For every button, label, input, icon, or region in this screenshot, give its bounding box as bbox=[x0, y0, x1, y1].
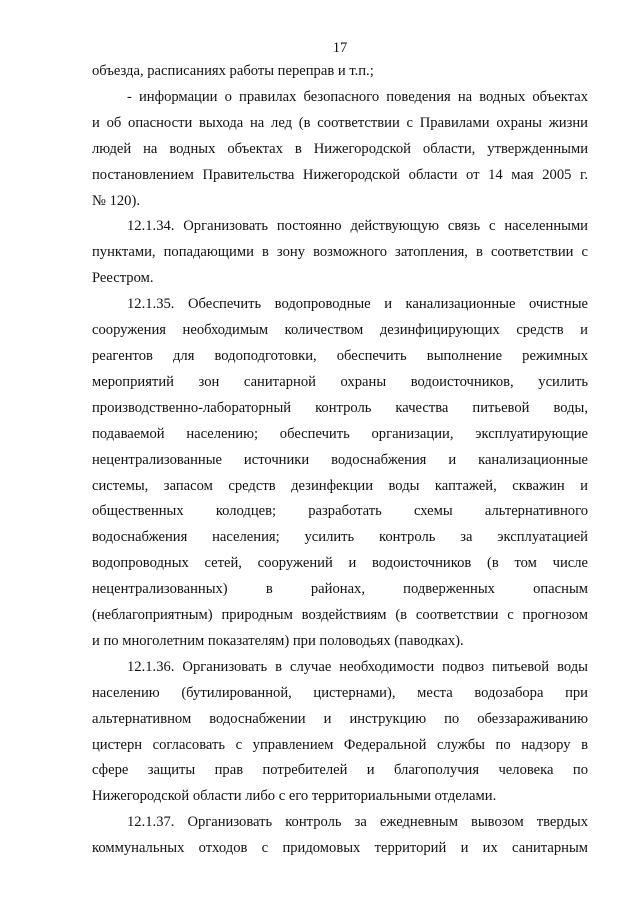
text-line: Нижегородской области либо с его территориальными отделами. bbox=[92, 788, 497, 805]
text-line: цистерн согласовать с управлением Федеральной службы по надзору в bbox=[92, 736, 588, 753]
text-line: населению (бутилированной, цистернами), места водозабора при bbox=[92, 684, 588, 701]
text-line: нецентрализованные источники водоснабжения и канализационные bbox=[92, 451, 588, 468]
text-line: производственно-лабораторный контроль качества питьевой воды, bbox=[92, 399, 588, 416]
text-line: реагентов для водоподготовки, обеспечить выполнение режимных bbox=[92, 347, 588, 364]
text-line: 12.1.36. Организовать в случае необходимости подвоз питьевой воды bbox=[127, 658, 588, 675]
text-line: Реестром. bbox=[92, 270, 154, 287]
text-line: постановлением Правительства Нижегородской области от 14 мая 2005 г. bbox=[92, 166, 588, 183]
text-line: нецентрализованных) в районах, подверженных опасным bbox=[92, 581, 588, 598]
text-line: мероприятий зон санитарной охраны водоисточников, усилить bbox=[92, 373, 588, 390]
text-line: - информации о правилах безопасного поведения на водных объектах bbox=[127, 88, 588, 105]
text-line: 12.1.35. Обеспечить водопроводные и канализационные очистные bbox=[127, 296, 588, 313]
text-line: водоснабжения населения; усилить контроль за эксплуатацией bbox=[92, 529, 588, 546]
text-line: системы, запасом средств дезинфекции воды каптажей, скважин и bbox=[92, 477, 588, 494]
text-line: пунктами, попадающими в зону возможного затопления, в соответствии с bbox=[92, 244, 588, 261]
text-line: объезда, расписаниях работы переправ и т.п.; bbox=[92, 63, 374, 79]
text-line: 12.1.34. Организовать постоянно действующую связь с населенными bbox=[127, 218, 588, 235]
text-line: 12.1.37. Организовать контроль за ежедневным вывозом твердых bbox=[127, 814, 588, 831]
text-line: общественных колодцев; разработать схемы альтернативного bbox=[92, 503, 588, 520]
text-line: сфере защиты прав потребителей и благополучия человека по bbox=[92, 762, 588, 779]
text-line: водопроводных сетей, сооружений и водоисточников (в том числе bbox=[92, 555, 588, 572]
text-line: альтернативном водоснабжении и инструкцию по обеззараживанию bbox=[92, 710, 588, 727]
text-line: людей на водных объектах в Нижегородской области, утвержденными bbox=[92, 140, 588, 157]
document-body bbox=[92, 59, 588, 862]
text-line: коммунальных отходов с придомовых территорий и их санитарным bbox=[92, 840, 588, 857]
text-line: и об опасности выхода на лед (в соответствии с Правилами охраны жизни bbox=[92, 114, 588, 131]
page-number: 17 bbox=[332, 40, 348, 56]
text-line: подаваемой населению; обеспечить организации, эксплуатирующие bbox=[92, 425, 588, 442]
text-line: № 120). bbox=[92, 192, 140, 209]
text-line: (неблагоприятным) природным воздействиям (в соответствии с прогнозом bbox=[92, 607, 588, 624]
text-line: и по многолетним показателям) при половодьях (паводках). bbox=[92, 632, 464, 649]
text-line: сооружения необходимым количеством дезинфицирующих средств и bbox=[92, 322, 588, 339]
